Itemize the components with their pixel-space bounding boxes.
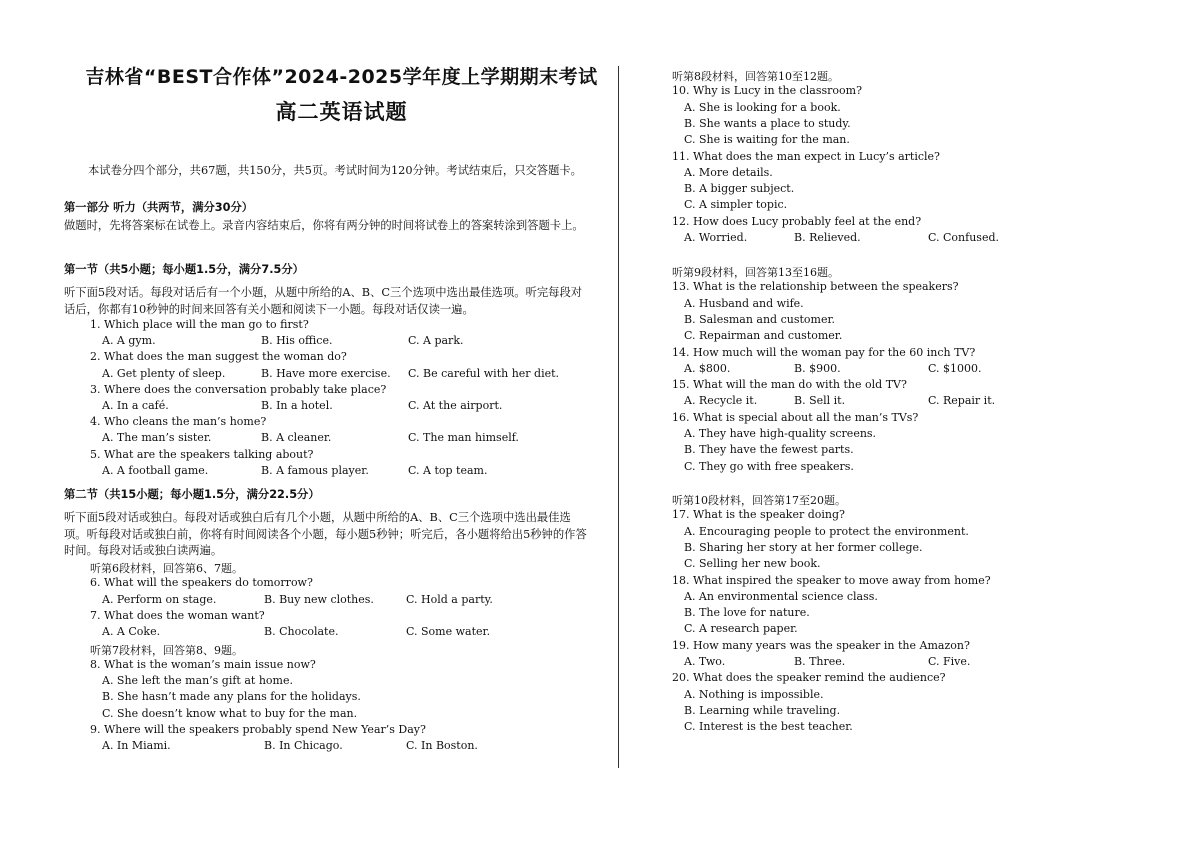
question-text: 2. What does the man suggest the woman do? (90, 350, 347, 364)
question-text: 听第7段材料，回答第8、9题。 (90, 643, 243, 657)
option-b: B. Sell it. (794, 394, 846, 408)
section2-instructions: 听下面5段对话或独白。每段对话或独白后有几个小题，从题中所给的A、B、C三个选项中选出最佳选项。听每段对话或独白前，你将有时间阅读各个小题，每小题5秒钟；听完后，各小题将给出5秒钟的作答时间。每段对话或独白读两遍。 (64, 511, 587, 557)
option-line: C. Repairman and customer. (684, 329, 843, 343)
option-line: C. A research paper. (684, 622, 798, 636)
question-text: 听第6段材料，回答第6、7题。 (90, 562, 243, 575)
option-a: A. Recycle it. (684, 394, 758, 408)
material-heading: 听第8段材料，回答第10至12题。 (672, 70, 839, 83)
option-b: B. His office. (261, 334, 333, 348)
option-a: A. Two. (684, 655, 726, 668)
option-a: A. A football game. (102, 463, 209, 477)
option-a: A. A gym. (102, 334, 156, 348)
question-text: 18. What inspired the speaker to move away from home? (672, 573, 991, 587)
option-b: B. A cleaner. (261, 431, 332, 445)
option-line: C. Selling her new book. (684, 557, 821, 571)
option-c: C. The man himself. (408, 431, 519, 445)
option-line: A. Husband and wife. (684, 296, 804, 310)
question-text: 15. What will the man do with the old TV? (672, 378, 907, 392)
option-a: A. $800. (684, 361, 731, 375)
option-line: C. A simpler topic. (684, 198, 788, 212)
option-line: B. Salesman and customer. (684, 312, 836, 326)
option-line: B. The love for nature. (684, 606, 810, 620)
option-line: A. Encouraging people to protect the environment. (684, 524, 969, 538)
option-b: B. Relieved. (794, 231, 861, 244)
option-line: C. They go with free speakers. (684, 459, 854, 473)
option-a: A. Perform on stage. (102, 592, 217, 606)
option-c: C. Some water. (406, 625, 491, 639)
section1-heading: 第一节（共5小题；每小题1.5分，满分7.5分） (64, 263, 304, 276)
question-text: 14. How much will the woman pay for the 60 inch TV? (672, 345, 976, 359)
option-c: C. A park. (408, 334, 464, 348)
option-a: A. In a café. (102, 399, 169, 412)
option-c: C. Be careful with her diet. (408, 366, 560, 380)
question-text: 8. What is the woman’s main issue now? (90, 657, 316, 671)
option-line: A. More details. (684, 165, 773, 179)
question-text: 9. Where will the speakers probably spend New Year’s Day? (90, 723, 426, 736)
question-text: 13. What is the relationship between the speakers? (672, 280, 959, 294)
question-text: 12. How does Lucy probably feel at the end? (672, 214, 922, 228)
option-c: C. In Boston. (406, 739, 478, 753)
option-b: B. In a hotel. (261, 399, 333, 412)
option-b: B. Have more exercise. (261, 366, 391, 380)
option-line: B. She wants a place to study. (684, 116, 851, 130)
question-text: 17. What is the speaker doing? (672, 508, 845, 522)
option-b: B. A famous player. (261, 463, 369, 477)
option-c: C. $1000. (928, 361, 982, 375)
question-text: 20. What does the speaker remind the audience? (672, 671, 946, 685)
question-text: 4. Who cleans the man’s home? (90, 415, 267, 429)
question-text: 11. What does the man expect in Lucy’s article? (672, 149, 940, 163)
option-c: C. At the airport. (408, 399, 503, 412)
part1-heading: 第一部分 听力（共两节，满分30分） (64, 201, 254, 214)
section2-heading: 第二节（共15小题；每小题1.5分，满分22.5分） (64, 488, 320, 501)
option-a: A. In Miami. (102, 739, 171, 753)
intro-paragraph: 本试卷分四个部分，共67题，共150分，共5页。考试时间为120分钟。考试结束后，只交答题卡。 (88, 164, 582, 177)
option-line: A. She is looking for a book. (684, 100, 841, 114)
option-line: B. Learning while traveling. (684, 703, 841, 717)
question-text: 10. Why is Lucy in the classroom? (672, 84, 862, 98)
question-text: 7. What does the woman want? (90, 608, 265, 622)
option-a: A. Get plenty of sleep. (102, 366, 226, 380)
question-text: 3. Where does the conversation probably take place? (90, 382, 387, 396)
question-text: 19. How many years was the speaker in the Amazon? (672, 638, 970, 652)
option-b: B. Chocolate. (264, 625, 339, 639)
question-text: 16. What is special about all the man’s TVs? (672, 410, 919, 424)
option-line: A. Nothing is impossible. (684, 687, 824, 701)
question-text: 5. What are the speakers talking about? (90, 447, 314, 461)
option-line: B. She hasn’t made any plans for the holidays. (102, 690, 361, 704)
question-text: 1. Which place will the man go to first? (90, 318, 309, 331)
option-c: C. A top team. (408, 463, 488, 477)
material-heading: 听第10段材料，回答第17至20题。 (672, 494, 846, 507)
option-line: C. Interest is the best teacher. (684, 720, 853, 734)
option-b: B. Buy new clothes. (264, 592, 374, 606)
option-a: A. The man’s sister. (102, 431, 212, 445)
option-line: C. She doesn’t know what to buy for the man. (102, 706, 358, 720)
option-line: B. A bigger subject. (684, 182, 795, 196)
option-line: A. An environmental science class. (684, 589, 878, 603)
option-c: C. Confused. (928, 231, 999, 244)
option-c: C. Repair it. (928, 394, 996, 408)
material-heading: 听第9段材料，回答第13至16题。 (672, 266, 839, 279)
part1-instructions: 做题时，先将答案标在试卷上。录音内容结束后，你将有两分钟的时间将试卷上的答案转涂到答题卡上。 (64, 219, 584, 232)
option-b: B. $900. (794, 361, 841, 375)
exam-subtitle: 高二英语试题 (275, 100, 408, 124)
exam-title: 吉林省“BEST合作体”2024-2025学年度上学期期末考试 (85, 66, 598, 88)
option-c: C. Hold a party. (406, 592, 493, 606)
option-a: A. A Coke. (102, 625, 161, 639)
option-line: A. They have high-quality screens. (684, 427, 877, 440)
option-line: A. She left the man’s gift at home. (102, 674, 293, 688)
section1-instructions: 听下面5段对话。每段对话后有一个小题，从题中所给的A、B、C三个选项中选出最佳选项。听完每段对话后，你都有10秒钟的时间来回答有关小题和阅读下一小题。每段对话仅读一遍。 (64, 286, 583, 316)
option-b: B. In Chicago. (264, 739, 343, 753)
option-line: B. Sharing her story at her former college. (684, 540, 923, 554)
question-text: 6. What will the speakers do tomorrow? (90, 576, 313, 590)
option-b: B. Three. (794, 655, 846, 668)
option-line: B. They have the fewest parts. (684, 443, 854, 457)
column-divider (618, 66, 619, 768)
option-line: C. She is waiting for the man. (684, 133, 850, 147)
option-c: C. Five. (928, 655, 971, 668)
option-a: A. Worried. (684, 231, 748, 244)
